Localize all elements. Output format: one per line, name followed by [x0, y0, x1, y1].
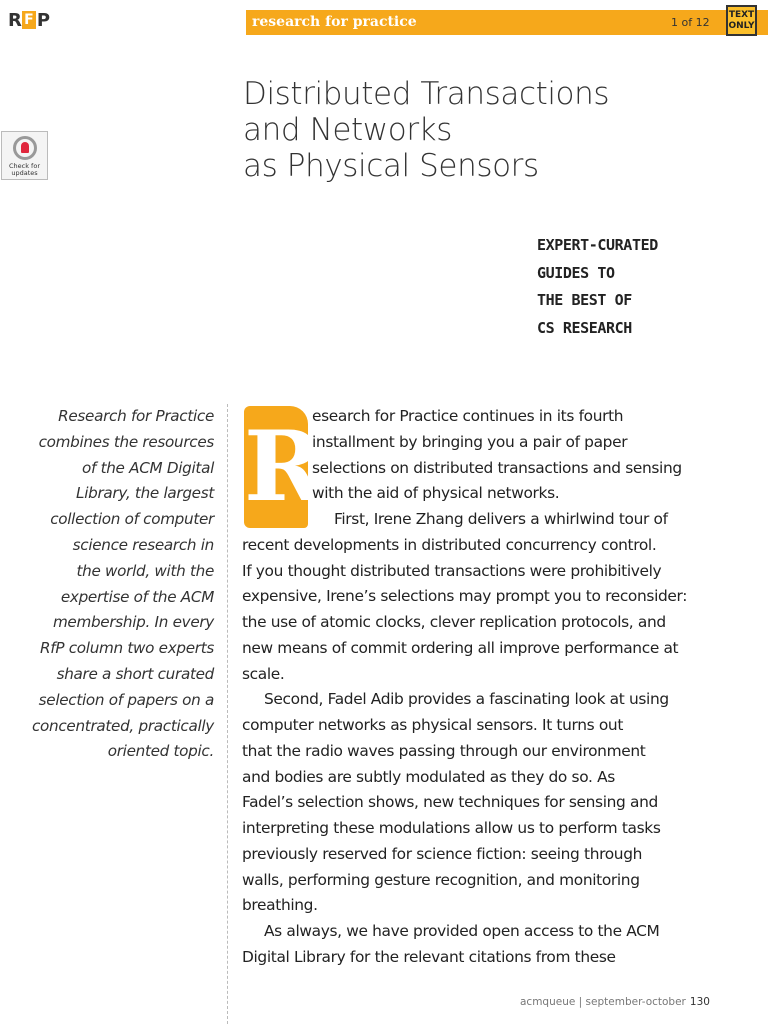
sidebar-intro — [15, 404, 214, 765]
logo-letter-p: P — [36, 9, 50, 31]
header-bar — [246, 10, 768, 35]
body-line: with the aid of physical networks. — [312, 484, 560, 503]
body-line: installment by bringing you a pair of paper — [312, 432, 628, 451]
tagline-line: GUIDES TO — [537, 263, 615, 282]
bookmark-icon — [13, 136, 37, 160]
body-line: selections on distributed transactions and sensing — [312, 458, 682, 477]
sidebar-line: of the ACM Digital — [82, 458, 214, 477]
title-line: Distributed Transactions — [243, 76, 610, 112]
section-title: research for practice — [252, 14, 417, 30]
body-line: that the radio waves passing through our environment — [242, 741, 646, 760]
body-line: Fadel’s selection shows, new techniques for sensing and — [242, 793, 658, 812]
body-line: Second, Fadel Adib provides a fascinating look at using — [264, 690, 669, 709]
body-line: the use of atomic clocks, clever replication protocols, and — [242, 613, 666, 631]
body-line: and bodies are subtly modulated as they do so. As — [242, 767, 615, 786]
article-body — [242, 404, 712, 971]
sidebar-line: Library, the largest — [76, 484, 214, 503]
sidebar-line: concentrated, practically — [32, 716, 214, 735]
body-line: expensive, Irene’s selections may prompt you to reconsider: — [242, 587, 688, 606]
body-line: esearch for Practice continues in its fourth — [312, 407, 624, 425]
sidebar-line: selection of papers on a — [38, 690, 214, 709]
page-counter: 1 of 12 — [671, 16, 710, 29]
body-line: As always, we have provided open access to the ACM — [264, 922, 660, 940]
body-line: First, Irene Zhang delivers a whirlwind tour of — [334, 510, 668, 528]
sidebar-line: Research for Practice — [58, 407, 214, 425]
body-line: breathing. — [242, 896, 318, 915]
title-line: and Networks — [243, 112, 452, 148]
body-line: Digital Library for the relevant citations from these — [242, 947, 616, 966]
check-for-updates-badge[interactable] — [1, 131, 48, 180]
body-line: new means of commit ordering all improve performance at — [242, 638, 679, 657]
badge-label-line-2: updates — [11, 169, 38, 177]
badge-label — [2, 163, 47, 177]
body-line: walls, performing gesture recognition, and monitoring — [242, 870, 640, 889]
body-line: recent developments in distributed concurrency control. — [242, 535, 657, 554]
page-footer — [520, 996, 710, 1008]
sidebar-line: share a short curated — [56, 664, 214, 683]
text-only-line-2: ONLY — [728, 21, 755, 31]
logo-letter-f: F — [22, 11, 36, 29]
page-number: 130 — [689, 996, 710, 1008]
footer-source: acmqueue | september-october — [520, 996, 686, 1008]
column-divider — [227, 404, 228, 1024]
text-only-line-1: TEXT — [728, 10, 755, 20]
body-line: interpreting these modulations allow us to perform tasks — [242, 819, 661, 837]
sidebar-line: collection of computer — [50, 510, 214, 529]
sidebar-line: expertise of the ACM — [60, 587, 214, 606]
sidebar-line: science research in — [72, 535, 214, 554]
tagline-line: CS RESEARCH — [537, 318, 632, 337]
sidebar-line: the world, with the — [76, 561, 214, 580]
body-line: scale. — [242, 664, 285, 683]
sidebar-line: RfP column two experts — [40, 639, 214, 658]
sidebar-line: combines the resources — [38, 432, 214, 451]
body-line: previously reserved for science fiction: seeing through — [242, 844, 643, 863]
rfp-logo — [8, 9, 49, 31]
badge-label-line-1: Check for — [9, 162, 40, 170]
sidebar-line: membership. In every — [52, 613, 214, 632]
sidebar-line: oriented topic. — [107, 742, 214, 761]
logo-letter-r: R — [8, 9, 21, 31]
body-line: computer networks as physical sensors. It turns out — [242, 716, 623, 734]
title-line: as Physical Sensors — [243, 148, 539, 184]
text-only-button[interactable] — [726, 5, 757, 36]
page-title — [243, 76, 683, 184]
tagline-line: THE BEST OF — [537, 291, 632, 309]
tagline-line: EXPERT-CURATED — [537, 236, 658, 254]
drop-cap: R — [244, 406, 308, 528]
body-line: If you thought distributed transactions were prohibitively — [242, 561, 662, 580]
tagline — [537, 232, 737, 342]
